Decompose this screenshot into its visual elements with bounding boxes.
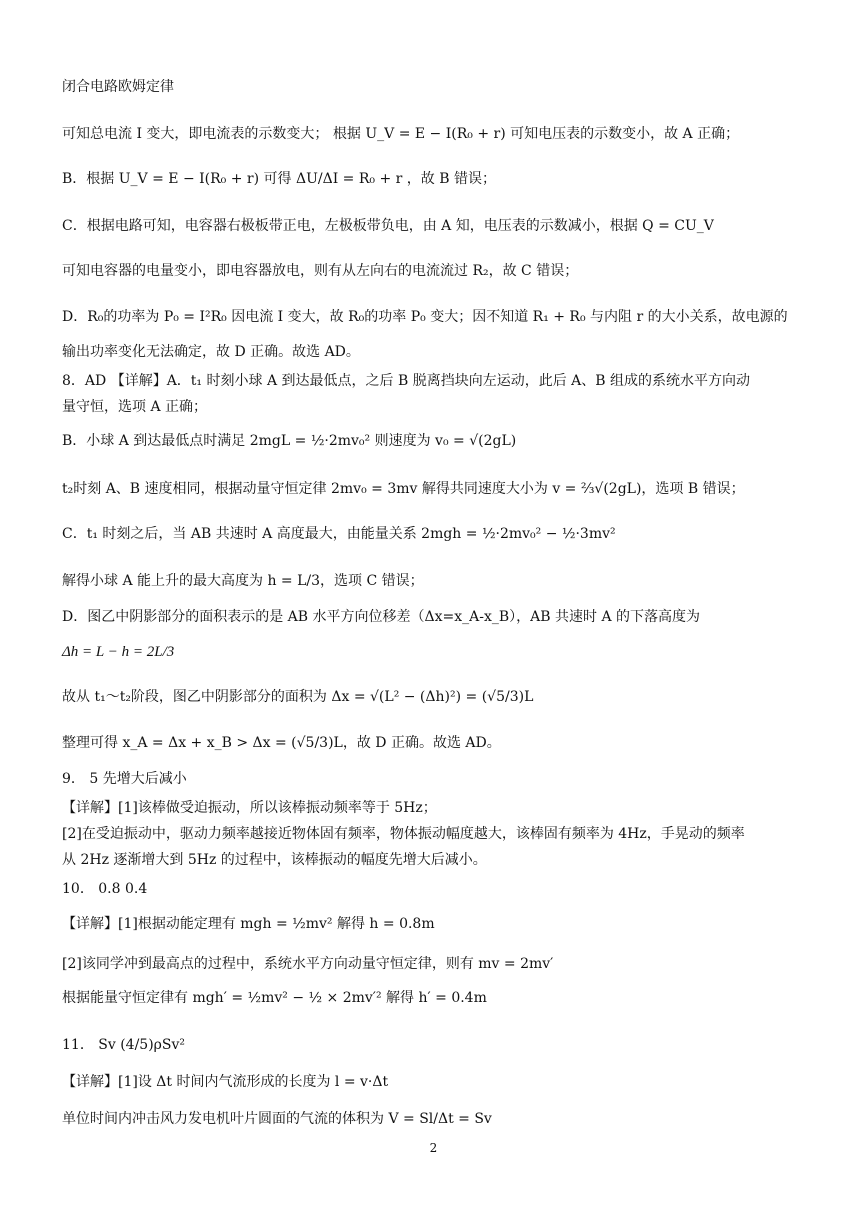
text-line: 故从 t₁～t₂阶段，图乙中阴影部分的面积为 Δx = √(L² − (Δh)²) = (√5/3)L bbox=[62, 689, 534, 705]
text-line: t₂时刻 A、B 速度相同，根据动量守恒定律 2mv₀ = 3mv 解得共同速度大小为 v = ⅔√(2gL)，选项 B 错误； bbox=[62, 481, 745, 497]
text-line: 量守恒，选项 A 正确； bbox=[62, 399, 208, 415]
text-line: 11． Sv (4/5)ρSv² bbox=[62, 1037, 186, 1053]
text-line: B．根据 U_V = E − I(R₀ + r) 可得 ΔU/ΔI = R₀ + r ，故 B 错误； bbox=[62, 171, 496, 187]
text-line: 从 2Hz 逐渐增大到 5Hz 的过程中，该棒振动的幅度先增大后减小。 bbox=[62, 852, 487, 868]
text-line: 【详解】[1]根据动能定理有 mgh = ½mv² 解得 h = 0.8m bbox=[62, 916, 435, 932]
text-line: 解得小球 A 能上升的最大高度为 h = L/3，选项 C 错误； bbox=[62, 573, 424, 589]
text-line: D．图乙中阴影部分的面积表示的是 AB 水平方向位移差（Δx=x_A-x_B），AB 共速时 A 的下落高度为 bbox=[62, 609, 701, 625]
text-line: 闭合电路欧姆定律 bbox=[62, 79, 174, 95]
text-line: 可知电容器的电量变小，即电容器放电，则有从左向右的电流流过 R₂，故 C 错误； bbox=[62, 263, 579, 279]
text-line: B．小球 A 到达最低点时满足 2mgL = ½·2mv₀² 则速度为 v₀ = √(2gL) bbox=[62, 433, 517, 449]
text-line: 9． 5 先增大后减小 bbox=[62, 771, 187, 787]
text-line: 可知总电流 I 变大，即电流表的示数变大； 根据 U_V = E − I(R₀ + r) 可知电压表的示数变小，故 A 正确； bbox=[62, 126, 740, 142]
text-line: 整理可得 x_A = Δx + x_B > Δx = (√5/3)L，故 D 正确。故选 AD。 bbox=[62, 735, 501, 751]
text-line: 单位时间内冲击风力发电机叶片圆面的气流的体积为 V = Sl/Δt = Sv bbox=[62, 1111, 492, 1127]
text-line: 输出功率变化无法确定，故 D 正确。故选 AD。 bbox=[62, 344, 360, 360]
text-line: C．根据电路可知，电容器右极板带正电，左极板带负电，由 A 知，电压表的示数减小，根据 Q = CU_V bbox=[62, 218, 714, 234]
text-line: 10． 0.8 0.4 bbox=[62, 881, 148, 897]
text-line: [2]在受迫振动中，驱动力频率越接近物体固有频率，物体振动幅度越大，该棒固有频率为 4Hz，手晃动的频率 bbox=[62, 826, 745, 842]
page-number: 2 bbox=[429, 1141, 438, 1155]
text-line: 根据能量守恒定律有 mgh′ = ½mv² − ½ × 2mv′² 解得 h′ = 0.4m bbox=[62, 990, 487, 1006]
formula-line: Δh = L − h = 2L/3 bbox=[62, 644, 175, 660]
text-line: D．R₀的功率为 P₀ = I²R₀ 因电流 I 变大，故 R₀的功率 P₀ 变大；因不知道 R₁ + R₀ 与内阻 r 的大小关系，故电源的 bbox=[62, 309, 788, 325]
text-line: 【详解】[1]设 Δt 时间内气流形成的长度为 l = v·Δt bbox=[62, 1074, 389, 1090]
text-line: 8．AD 【详解】A．t₁ 时刻小球 A 到达最低点，之后 B 脱离挡块向左运动，此后 A、B 组成的系统水平方向动 bbox=[62, 373, 750, 389]
text-line: 【详解】[1]该棒做受迫振动，所以该棒振动频率等于 5Hz； bbox=[62, 800, 437, 816]
text-line: C．t₁ 时刻之后，当 AB 共速时 A 高度最大，由能量关系 2mgh = ½·2mv₀² − ½·3mv² bbox=[62, 526, 616, 542]
text-line: [2]该同学冲到最高点的过程中，系统水平方向动量守恒定律，则有 mv = 2mv′ bbox=[62, 956, 554, 972]
